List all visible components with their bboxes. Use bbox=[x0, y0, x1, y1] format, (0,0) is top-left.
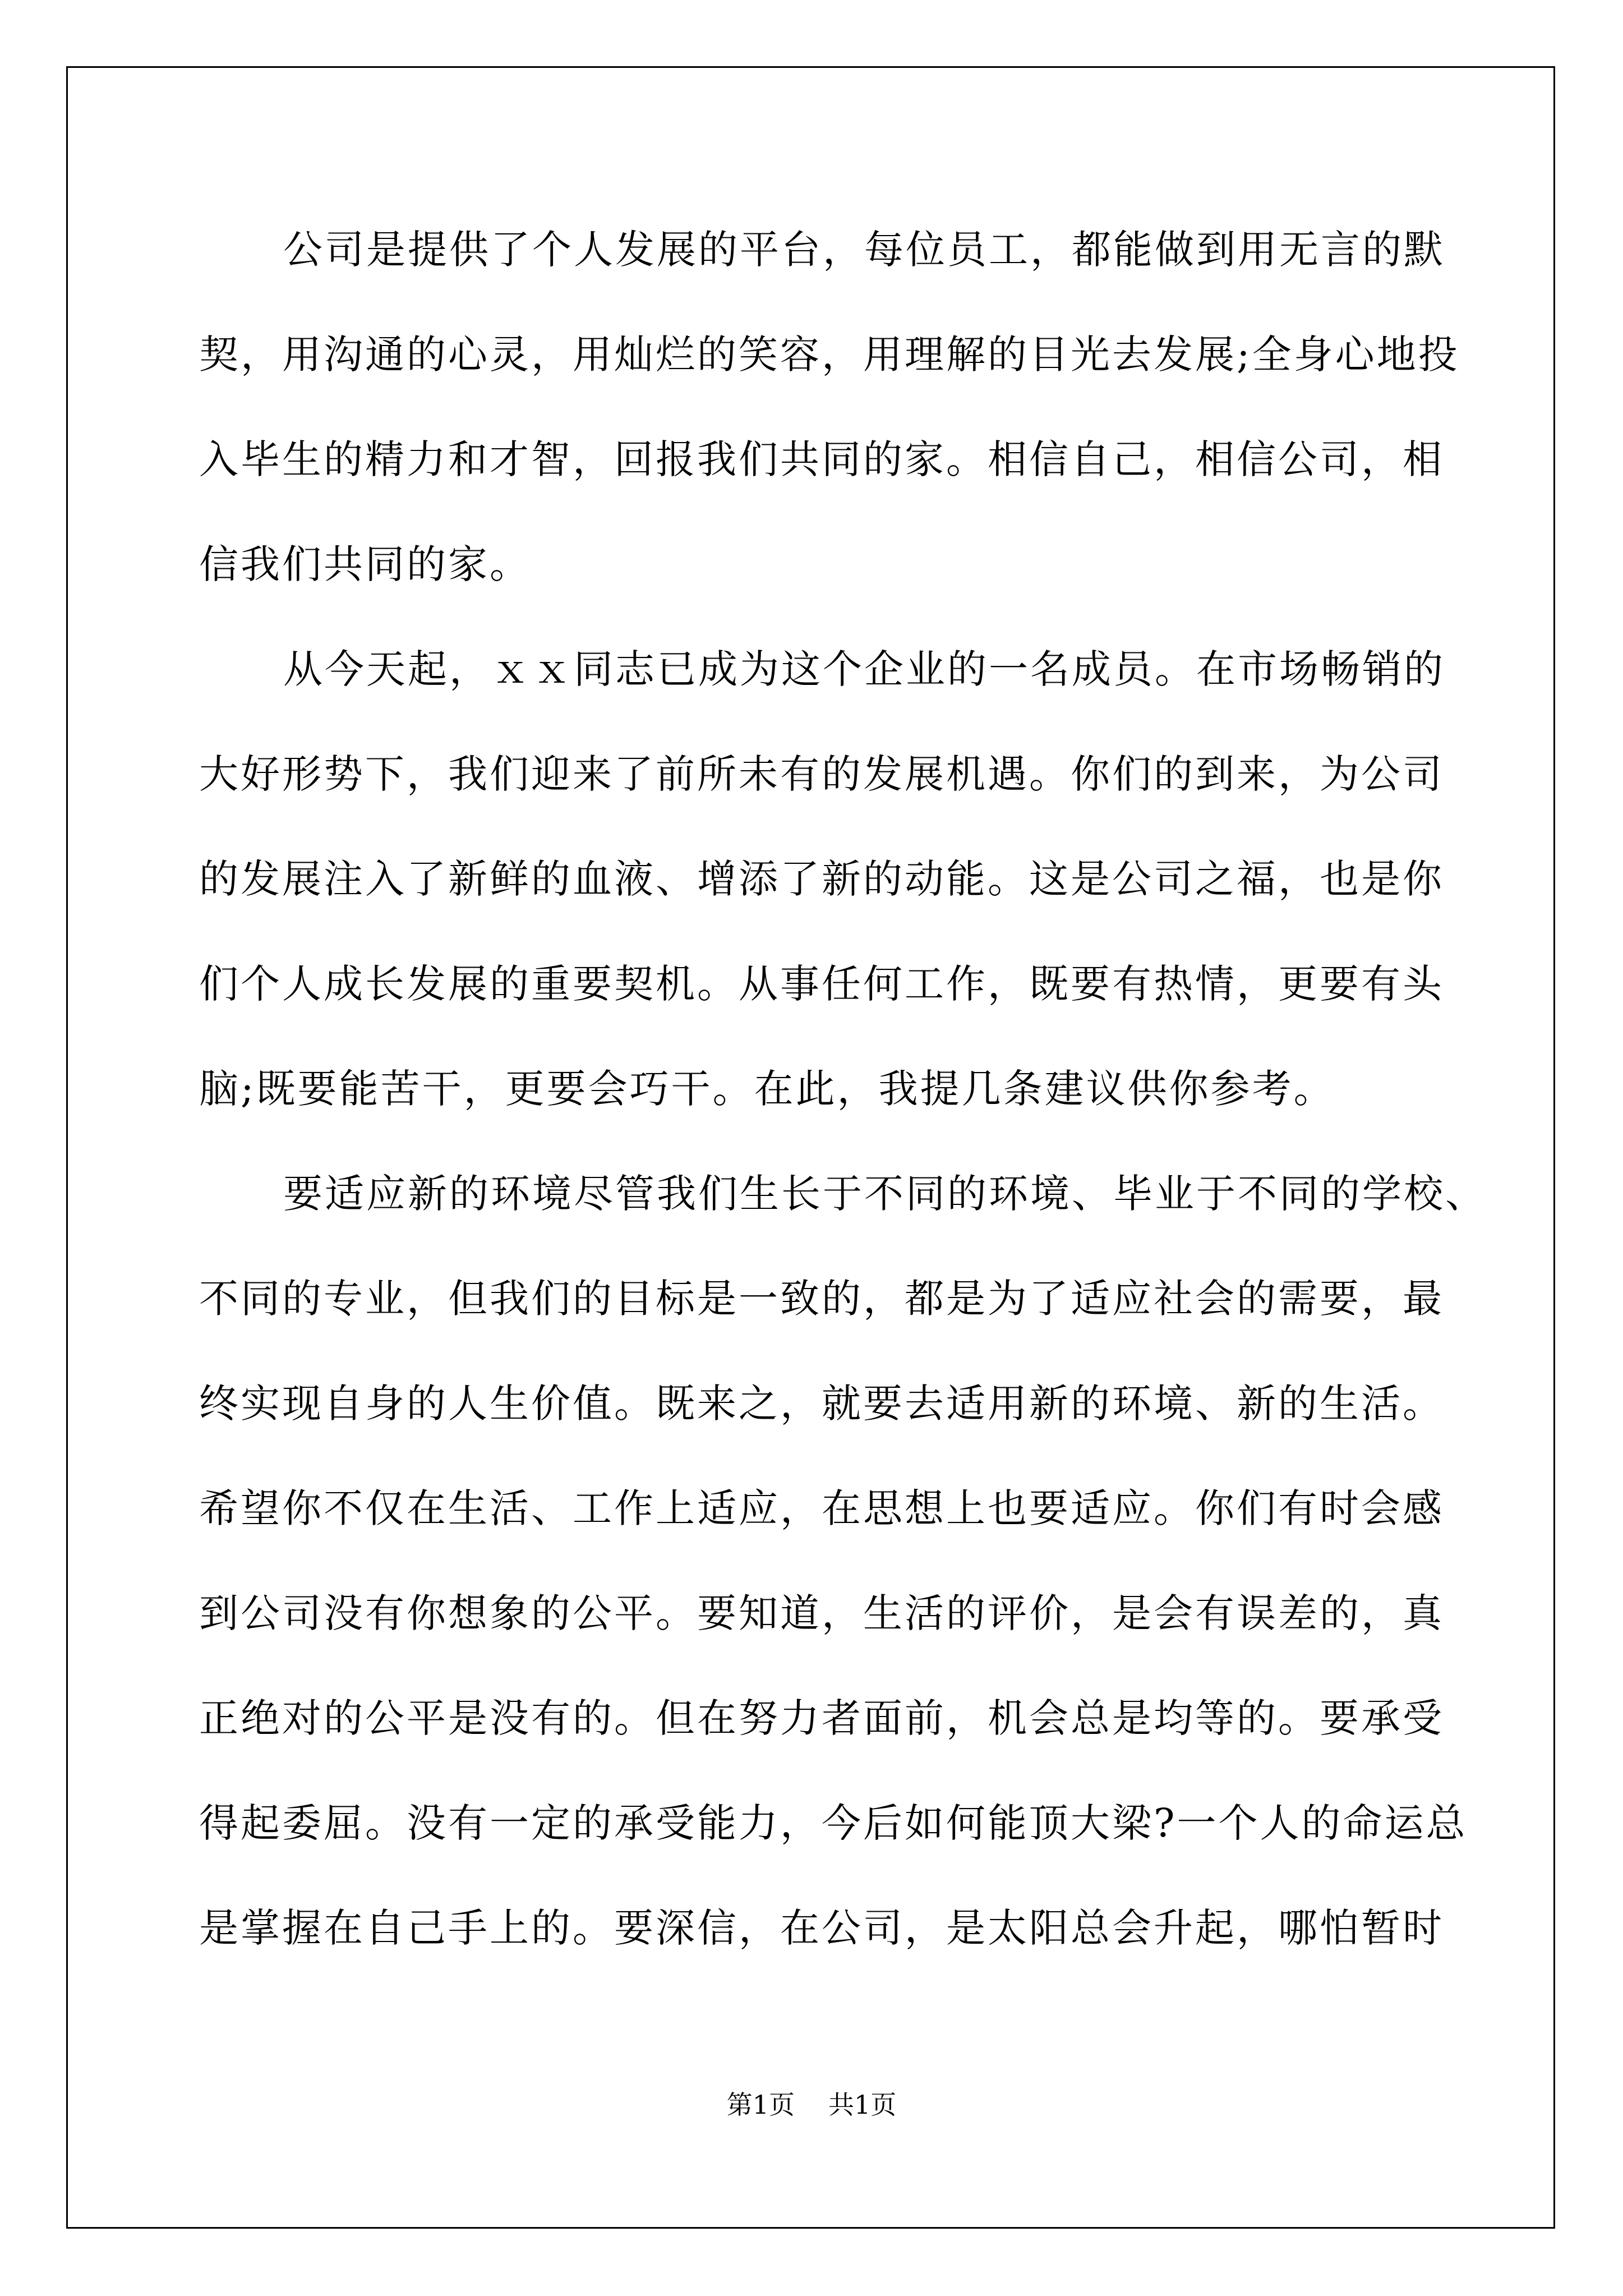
paragraph-1-line-3: 入毕生的精力和才智，回报我们共同的家。相信自己，相信公司，相 bbox=[199, 436, 1444, 482]
paragraph-3-line-8: 是掌握在自己手上的。要深信，在公司，是太阳总会升起，哪怕暂时 bbox=[199, 1905, 1444, 1951]
paragraph-2-line-5: 脑;既要能苦干，更要会巧干。在此，我提几条建议供你参考。 bbox=[199, 1066, 1335, 1112]
paragraph-2-line-4: 们个人成长发展的重要契机。从事任何工作，既要有热情，更要有头 bbox=[199, 961, 1444, 1007]
page-number: 第1页 bbox=[726, 2090, 795, 2120]
document-body bbox=[199, 216, 1487, 1999]
paragraph-1-line-4: 信我们共同的家。 bbox=[199, 541, 531, 587]
paragraph-3-line-2: 不同的专业，但我们的目标是一致的，都是为了适应社会的需要，最 bbox=[199, 1276, 1444, 1322]
page-total: 共1页 bbox=[828, 2090, 897, 2120]
paragraph-2-line-3: 的发展注入了新鲜的血液、增添了新的动能。这是公司之福，也是你 bbox=[199, 856, 1444, 902]
paragraph-3-line-3: 终实现自身的人生价值。既来之，就要去适用新的环境、新的生活。 bbox=[199, 1381, 1444, 1427]
paragraph-3-line-7: 得起委屈。没有一定的承受能力，今后如何能顶大梁?一个人的命运总 bbox=[199, 1800, 1468, 1846]
paragraph-3-line-4: 希望你不仅在生活、工作上适应，在思想上也要适应。你们有时会感 bbox=[199, 1485, 1444, 1531]
paragraph-3-line-1: 要适应新的环境尽管我们生长于不同的环境、毕业于不同的学校、 bbox=[283, 1171, 1487, 1217]
paragraph-1-line-2: 契，用沟通的心灵，用灿烂的笑容，用理解的目光去发展;全身心地投 bbox=[199, 332, 1460, 378]
paragraph-3-line-5: 到公司没有你想象的公平。要知道，生活的评价，是会有误差的，真 bbox=[199, 1590, 1444, 1636]
paragraph-2-line-2: 大好形势下，我们迎来了前所未有的发展机遇。你们的到来，为公司 bbox=[199, 751, 1444, 797]
paragraph-1-line-1: 公司是提供了个人发展的平台，每位员工，都能做到用无言的默 bbox=[283, 227, 1445, 273]
page-footer bbox=[0, 2088, 1623, 2122]
paragraph-3-line-6: 正绝对的公平是没有的。但在努力者面前，机会总是均等的。要承受 bbox=[199, 1695, 1444, 1741]
paragraph-2-line-1: 从今天起，ｘｘ同志已成为这个企业的一名成员。在市场畅销的 bbox=[283, 646, 1445, 692]
